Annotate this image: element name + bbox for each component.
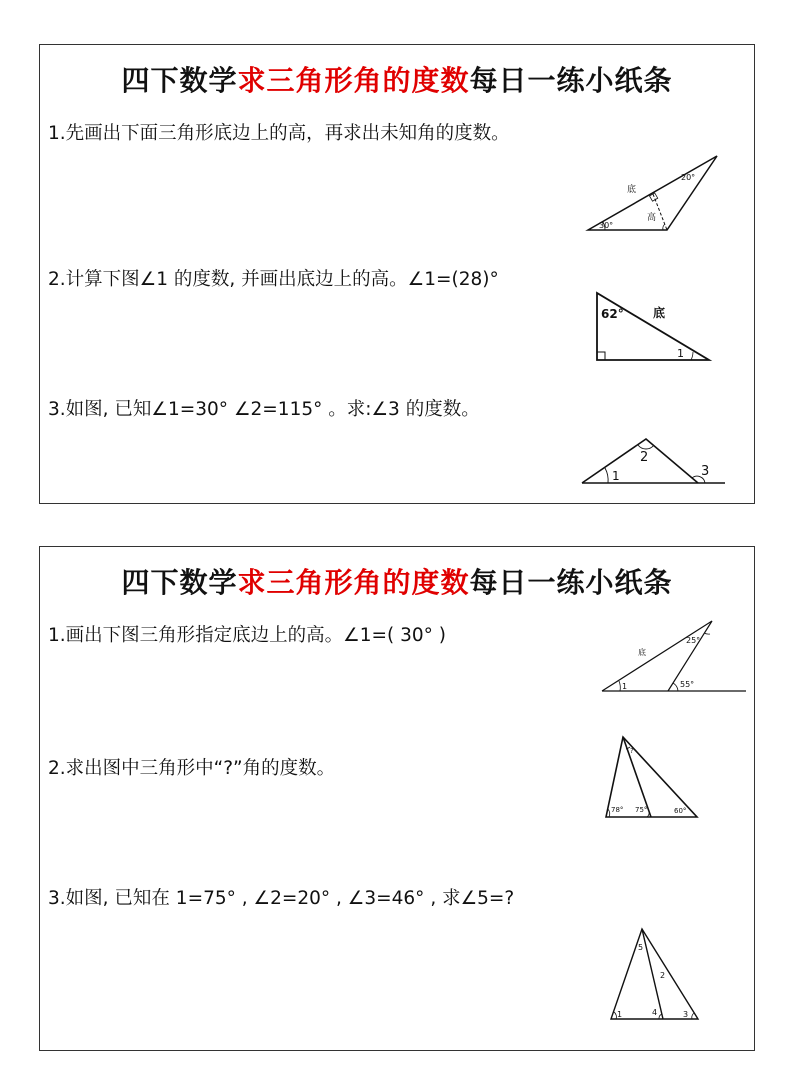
question-3: 3.如图, 已知∠1=30° ∠2=115° 。求:∠3 的度数。 bbox=[48, 399, 480, 420]
label-base: 底 bbox=[638, 648, 646, 657]
card-title bbox=[40, 59, 754, 99]
card-title bbox=[40, 561, 754, 601]
question-3: 3.如图, 已知在 1=75° , ∠2=20° , ∠3=46° , 求∠5=? bbox=[48, 888, 515, 909]
label-angle-25: 25° bbox=[686, 636, 701, 645]
label-angle-20: 20° bbox=[681, 173, 696, 182]
title-highlight: 求三角形角的度数 bbox=[237, 566, 470, 599]
title-highlight: 求三角形角的度数 bbox=[237, 64, 470, 97]
title-prefix: 四下数学 bbox=[121, 64, 238, 97]
question-1: 1.先画出下面三角形底边上的高，再求出未知角的度数。 bbox=[48, 123, 510, 144]
label-angle-55: 55° bbox=[680, 680, 695, 689]
figure-triangle-height bbox=[585, 150, 720, 232]
exercise-card-2 bbox=[39, 546, 755, 1051]
label-angle-60: 60° bbox=[674, 807, 687, 815]
label-angle-30: 30° bbox=[599, 221, 614, 230]
exercise-card-1 bbox=[39, 44, 755, 504]
label-base: 底 bbox=[653, 306, 666, 320]
label-angle-3: 3 bbox=[701, 464, 710, 479]
title-suffix: 每日一练小纸条 bbox=[469, 566, 673, 599]
label-angle-2: 2 bbox=[640, 450, 649, 465]
figure-obtuse-triangle bbox=[600, 619, 750, 695]
label-angle-5: 5 bbox=[638, 943, 644, 952]
label-angle-2: 2 bbox=[660, 971, 666, 980]
label-angle-1: 1 bbox=[622, 682, 628, 691]
figure-multi-angle-triangle bbox=[608, 927, 702, 1023]
question-1: 1.画出下图三角形指定底边上的高。∠1=( 30° ) bbox=[48, 625, 446, 646]
label-angle-1: 1 bbox=[677, 347, 684, 360]
label-angle-4: 4 bbox=[652, 1008, 658, 1017]
question-2: 2.求出图中三角形中“?”角的度数。 bbox=[48, 758, 336, 779]
title-suffix: 每日一练小纸条 bbox=[469, 64, 673, 97]
label-angle-62: 62° bbox=[601, 307, 624, 321]
label-height: 高 bbox=[647, 213, 657, 223]
label-angle-78: 78° bbox=[611, 806, 624, 814]
figure-right-triangle bbox=[593, 291, 713, 363]
figure-exterior-angle bbox=[578, 435, 728, 487]
title-prefix: 四下数学 bbox=[121, 566, 238, 599]
label-angle-1: 1 bbox=[612, 469, 620, 483]
label-base: 底 bbox=[627, 185, 637, 195]
label-angle-1: 1 bbox=[617, 1010, 623, 1019]
label-angle-75: 75° bbox=[635, 806, 648, 814]
label-angle-question: ? bbox=[630, 747, 634, 755]
label-angle-3: 3 bbox=[683, 1010, 689, 1019]
figure-split-triangle bbox=[603, 735, 703, 821]
question-2: 2.计算下图∠1 的度数, 并画出底边上的高。∠1=(28)° bbox=[48, 269, 499, 290]
